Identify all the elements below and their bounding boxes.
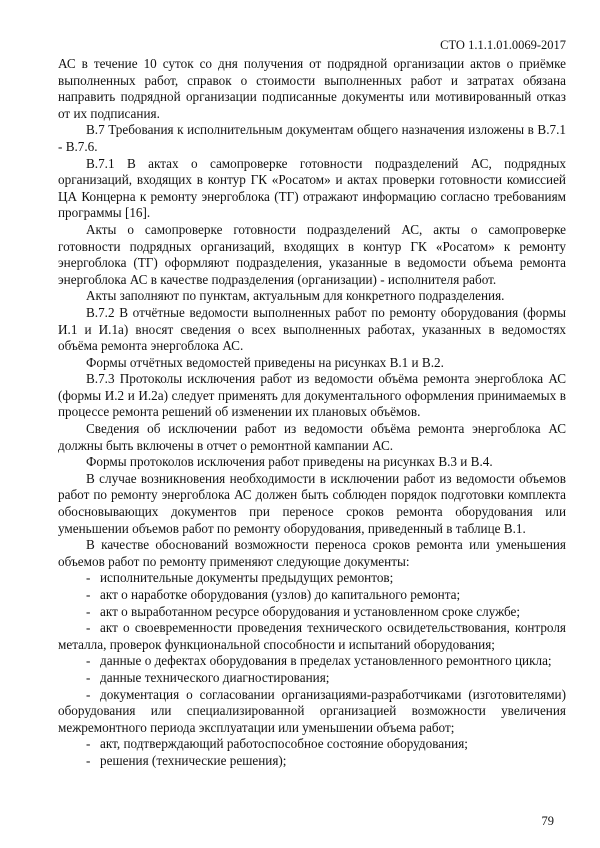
list-item: [58, 753, 566, 770]
paragraph: Сведения об исключении работ из ведомости объёма ремонта энергоблока АС должны быть включены в отчет о ремонтной кампании АС.: [58, 421, 566, 453]
list-item: [58, 587, 566, 604]
list-item: [58, 620, 566, 653]
list-item: [58, 604, 566, 621]
list-item-text: акт, подтверждающий работоспособное состояние оборудования;: [100, 736, 468, 752]
paragraph: В.7 Требования к исполнительным документам общего назначения изложены в В.7.1 - В.7.6.: [58, 122, 566, 154]
list-marker: -: [86, 686, 91, 702]
paragraph: Формы отчётных ведомостей приведены на рисунках В.1 и В.2.: [86, 354, 444, 370]
list-item: [58, 687, 566, 737]
list-item-text: данные технического диагностирования;: [100, 669, 330, 685]
list-marker: -: [86, 570, 91, 586]
page-number: 79: [541, 814, 554, 828]
paragraph: Акты о самопроверке готовности подразделений АС, акты о самопроверке готовности подрядных организаций, входящих в контур ГК «Росатом» к ремонту энергоблока (ТГ) оформляют подразделения, указанные в ведомости объема ремонта энергоблока АС в качестве подразделения (организации) - исполнителя работ.: [58, 221, 566, 287]
list-item-text: данные о дефектах оборудования в пределах установленного ремонтного цикла;: [100, 653, 552, 669]
list-item: [58, 736, 566, 753]
list-marker: -: [86, 653, 91, 669]
list-item: [58, 670, 566, 687]
paragraph: В качестве обоснований возможности переноса сроков ремонта или уменьшения объемов работ по ремонту применяют следующие документы:: [58, 537, 566, 569]
paragraph: АС в течение 10 суток со дня получения от подрядной организации актов о приёмке выполненных работ, справок о стоимости выполненных работ и затратах обязана направить подрядной организации подписанные документы или мотивированный отказ от их подписания.: [58, 56, 566, 121]
paragraph: Формы протоколов исключения работ приведены на рисунках В.3 и В.4.: [86, 454, 493, 470]
paragraph: В.7.2 В отчётные ведомости выполненных работ по ремонту оборудования (формы И.1 и И.1а) вносят сведения о всех выполненных работах, указанных в ведомостях объёма ремонта энергоблока АС.: [58, 304, 566, 354]
list-item-text: исполнительные документы предыдущих ремонтов;: [100, 570, 394, 586]
list-item-text: акт о наработке оборудования (узлов) до капитального ремонта;: [100, 587, 461, 602]
document-body: [58, 56, 566, 770]
list-marker: -: [86, 587, 91, 602]
list-item-text: документация о согласовании организациями-разработчиками (изготовителями) оборудования или специализированной организацией возможности увеличения межремонтного периода эксплуатации или уменьшении объема работ;: [58, 686, 566, 735]
paragraph: В случае возникновения необходимости в исключении работ из ведомости объемов работ по ремонту энергоблока АС должен быть соблюден порядок подготовки комплекта обосновывающих документов при переносе сроков ремонта оборудования или уменьшении объемов работ по ремонту оборудования, приведенный в таблице В.1.: [58, 470, 566, 536]
list-item-text: решения (технические решения);: [100, 752, 287, 768]
list-marker: -: [86, 669, 91, 685]
list-marker: -: [86, 603, 91, 619]
list-marker: -: [86, 620, 91, 636]
document-list: [58, 570, 566, 769]
list-item-text: акт о выработанном ресурсе оборудования и установленном сроке службе;: [100, 603, 521, 619]
list-item: [58, 653, 566, 670]
document-code-header: СТО 1.1.1.01.0069-2017: [440, 38, 566, 52]
paragraph: В.7.1 В актах о самопроверке готовности подразделений АС, подрядных организаций, входящих в контур ГК «Росатом» и актах проверки готовности комиссией ЦА Концерна к ремонту энергоблока (ТГ) отражают информацию согласно требованиям программы [16].: [58, 155, 566, 221]
paragraph: В.7.3 Протоколы исключения работ из ведомости объёма ремонта энергоблока АС (формы И.2 и И.2а) следует применять для документального оформления принимаемых в процессе ремонта решений об изменении их плановых объёмов.: [58, 371, 566, 420]
list-marker: -: [86, 752, 91, 768]
list-marker: -: [86, 736, 91, 752]
paragraph: Акты заполняют по пунктам, актуальным для конкретного подразделения.: [86, 288, 505, 304]
list-item-text: акт о своевременности проведения технического освидетельствования, контроля металла, проверок функциональной способности и испытаний оборудования;: [58, 620, 566, 652]
list-item: [58, 570, 566, 587]
